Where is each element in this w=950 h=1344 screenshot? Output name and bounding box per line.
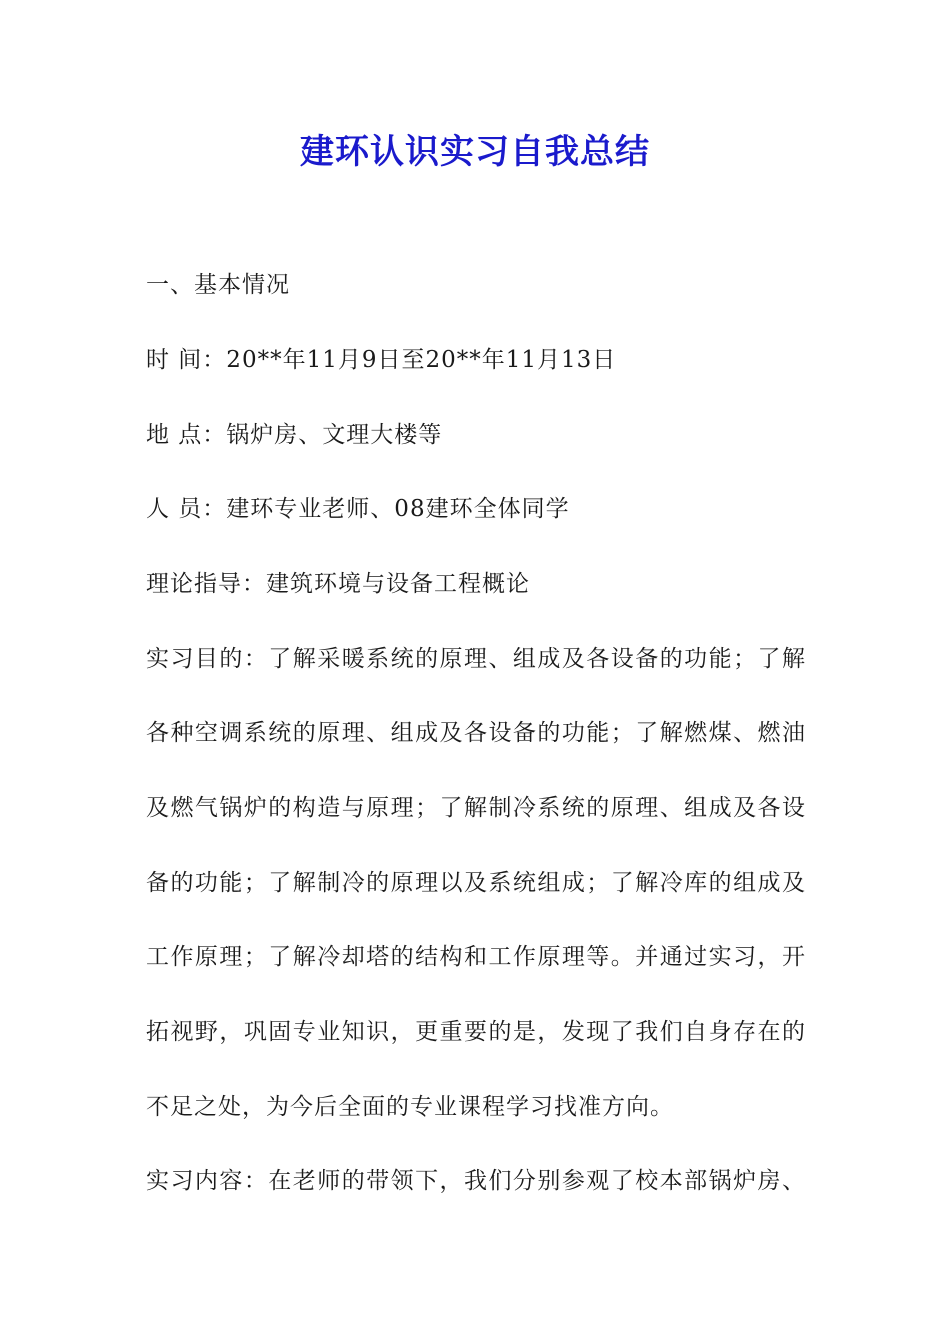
purpose-line: 及燃气锅炉的构造与原理；了解制冷系统的原理、组成及各设 bbox=[146, 795, 806, 821]
info-time: 时 间：20**年11月9日至20**年11月13日 bbox=[146, 347, 617, 373]
purpose-line: 工作原理；了解冷却塔的结构和工作原理等。并通过实习，开 bbox=[146, 944, 806, 970]
document-title: 建环认识实习自我总结 bbox=[300, 132, 650, 172]
purpose-line: 各种空调系统的原理、组成及各设备的功能；了解燃煤、燃油 bbox=[146, 720, 806, 746]
purpose-line: 拓视野，巩固专业知识，更重要的是，发现了我们自身存在的 bbox=[146, 1019, 806, 1045]
info-personnel: 人 员：建环专业老师、08建环全体同学 bbox=[146, 496, 570, 522]
purpose-line: 实习目的：了解采暖系统的原理、组成及各设备的功能；了解 bbox=[146, 646, 806, 672]
info-location: 地 点：锅炉房、文理大楼等 bbox=[146, 422, 443, 448]
section-heading: 一、基本情况 bbox=[146, 272, 290, 298]
info-theory: 理论指导：建筑环境与设备工程概论 bbox=[146, 571, 530, 597]
purpose-line: 备的功能；了解制冷的原理以及系统组成；了解冷库的组成及 bbox=[146, 870, 806, 896]
purpose-line: 不足之处，为今后全面的专业课程学习找准方向。 bbox=[146, 1094, 674, 1120]
content-line: 实习内容：在老师的带领下，我们分别参观了校本部锅炉房、 bbox=[146, 1168, 806, 1194]
